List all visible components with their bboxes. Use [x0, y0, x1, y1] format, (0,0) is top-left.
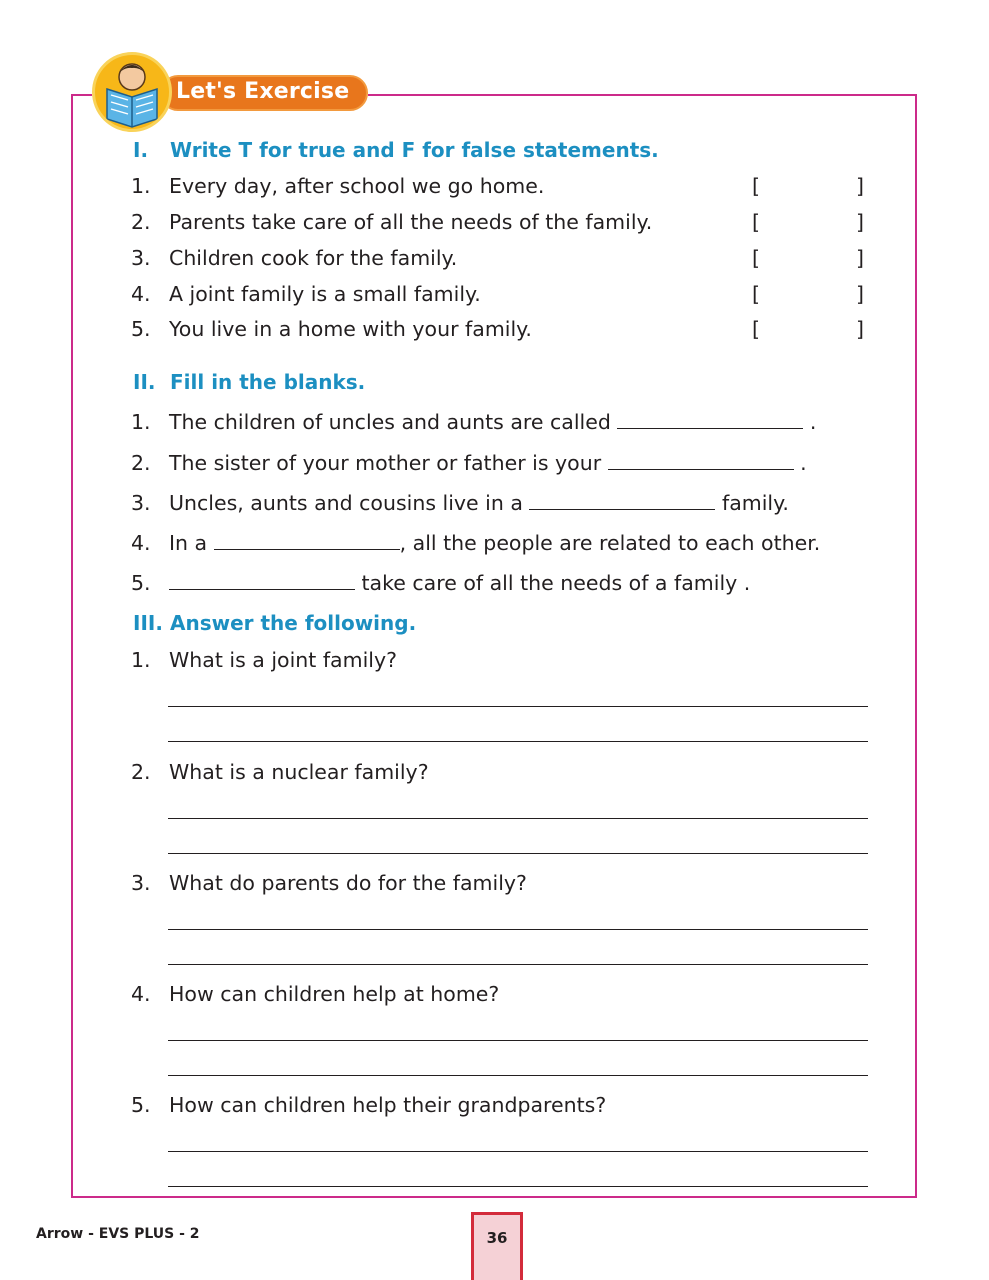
- answer-line[interactable]: [168, 1075, 868, 1076]
- answer-line[interactable]: [168, 741, 868, 742]
- section-1-title: Write T for true and F for false statements.: [170, 138, 659, 162]
- list-item: 4. In a , all the people are related to each other.: [131, 531, 821, 555]
- question-text: How can children help their grandparents?: [169, 1093, 607, 1117]
- fill-blank[interactable]: [608, 450, 794, 470]
- answer-line[interactable]: [168, 1186, 868, 1187]
- list-item: 5. take care of all the needs of a family .: [131, 571, 751, 595]
- answer-line[interactable]: [168, 818, 868, 819]
- section-2-numeral: II.: [133, 370, 156, 394]
- section-1-heading: [133, 138, 659, 162]
- statement-text: Every day, after school we go home.: [169, 174, 545, 198]
- question-text: How can children help at home?: [169, 982, 500, 1006]
- page-number-box: [471, 1212, 523, 1280]
- question-row: 4. How can children help at home?: [131, 982, 500, 1006]
- statement-text: Parents take care of all the needs of the family.: [169, 210, 653, 234]
- answer-line[interactable]: [168, 706, 868, 707]
- question-row: 5. How can children help their grandparents?: [131, 1093, 607, 1117]
- statement-text: Children cook for the family.: [169, 246, 458, 270]
- statement-text: You live in a home with your family.: [169, 317, 532, 341]
- answer-line[interactable]: [168, 929, 868, 930]
- fill-blank[interactable]: [169, 570, 355, 590]
- reading-boy-icon: [92, 52, 172, 132]
- section-3-heading: [133, 611, 416, 635]
- section-3-numeral: III.: [133, 611, 163, 635]
- list-item: 3. Uncles, aunts and cousins live in a family.: [131, 491, 789, 515]
- list-item: 4. A joint family is a small family.: [131, 282, 481, 306]
- fill-blank[interactable]: [214, 530, 400, 550]
- exercise-title: Let's Exercise: [176, 79, 350, 104]
- question-text: What is a nuclear family?: [169, 760, 429, 784]
- fill-blank[interactable]: [529, 490, 715, 510]
- list-item: 2. Parents take care of all the needs of the family.: [131, 210, 653, 234]
- answer-line[interactable]: [168, 964, 868, 965]
- section-1-numeral: I.: [133, 138, 149, 162]
- answer-line[interactable]: [168, 1040, 868, 1041]
- list-item: 1. Every day, after school we go home.: [131, 174, 545, 198]
- list-item: 3. Children cook for the family.: [131, 246, 458, 270]
- list-item: 2. The sister of your mother or father is your .: [131, 451, 807, 475]
- answer-line[interactable]: [168, 853, 868, 854]
- answer-line[interactable]: [168, 1151, 868, 1152]
- list-item: 5. You live in a home with your family.: [131, 317, 532, 341]
- question-row: 3. What do parents do for the family?: [131, 871, 527, 895]
- section-2-title: Fill in the blanks.: [170, 370, 366, 394]
- section-3-title: Answer the following.: [170, 611, 417, 635]
- question-text: What do parents do for the family?: [169, 871, 527, 895]
- statement-text: A joint family is a small family.: [169, 282, 481, 306]
- fill-blank[interactable]: [617, 409, 803, 429]
- question-text: What is a joint family?: [169, 648, 397, 672]
- question-row: 2. What is a nuclear family?: [131, 760, 429, 784]
- book-title: Arrow - EVS PLUS - 2: [36, 1226, 200, 1242]
- question-row: 1. What is a joint family?: [131, 648, 397, 672]
- section-2-heading: [133, 370, 365, 394]
- page-number: 36: [486, 1229, 508, 1247]
- list-item: 1. The children of uncles and aunts are called .: [131, 410, 817, 434]
